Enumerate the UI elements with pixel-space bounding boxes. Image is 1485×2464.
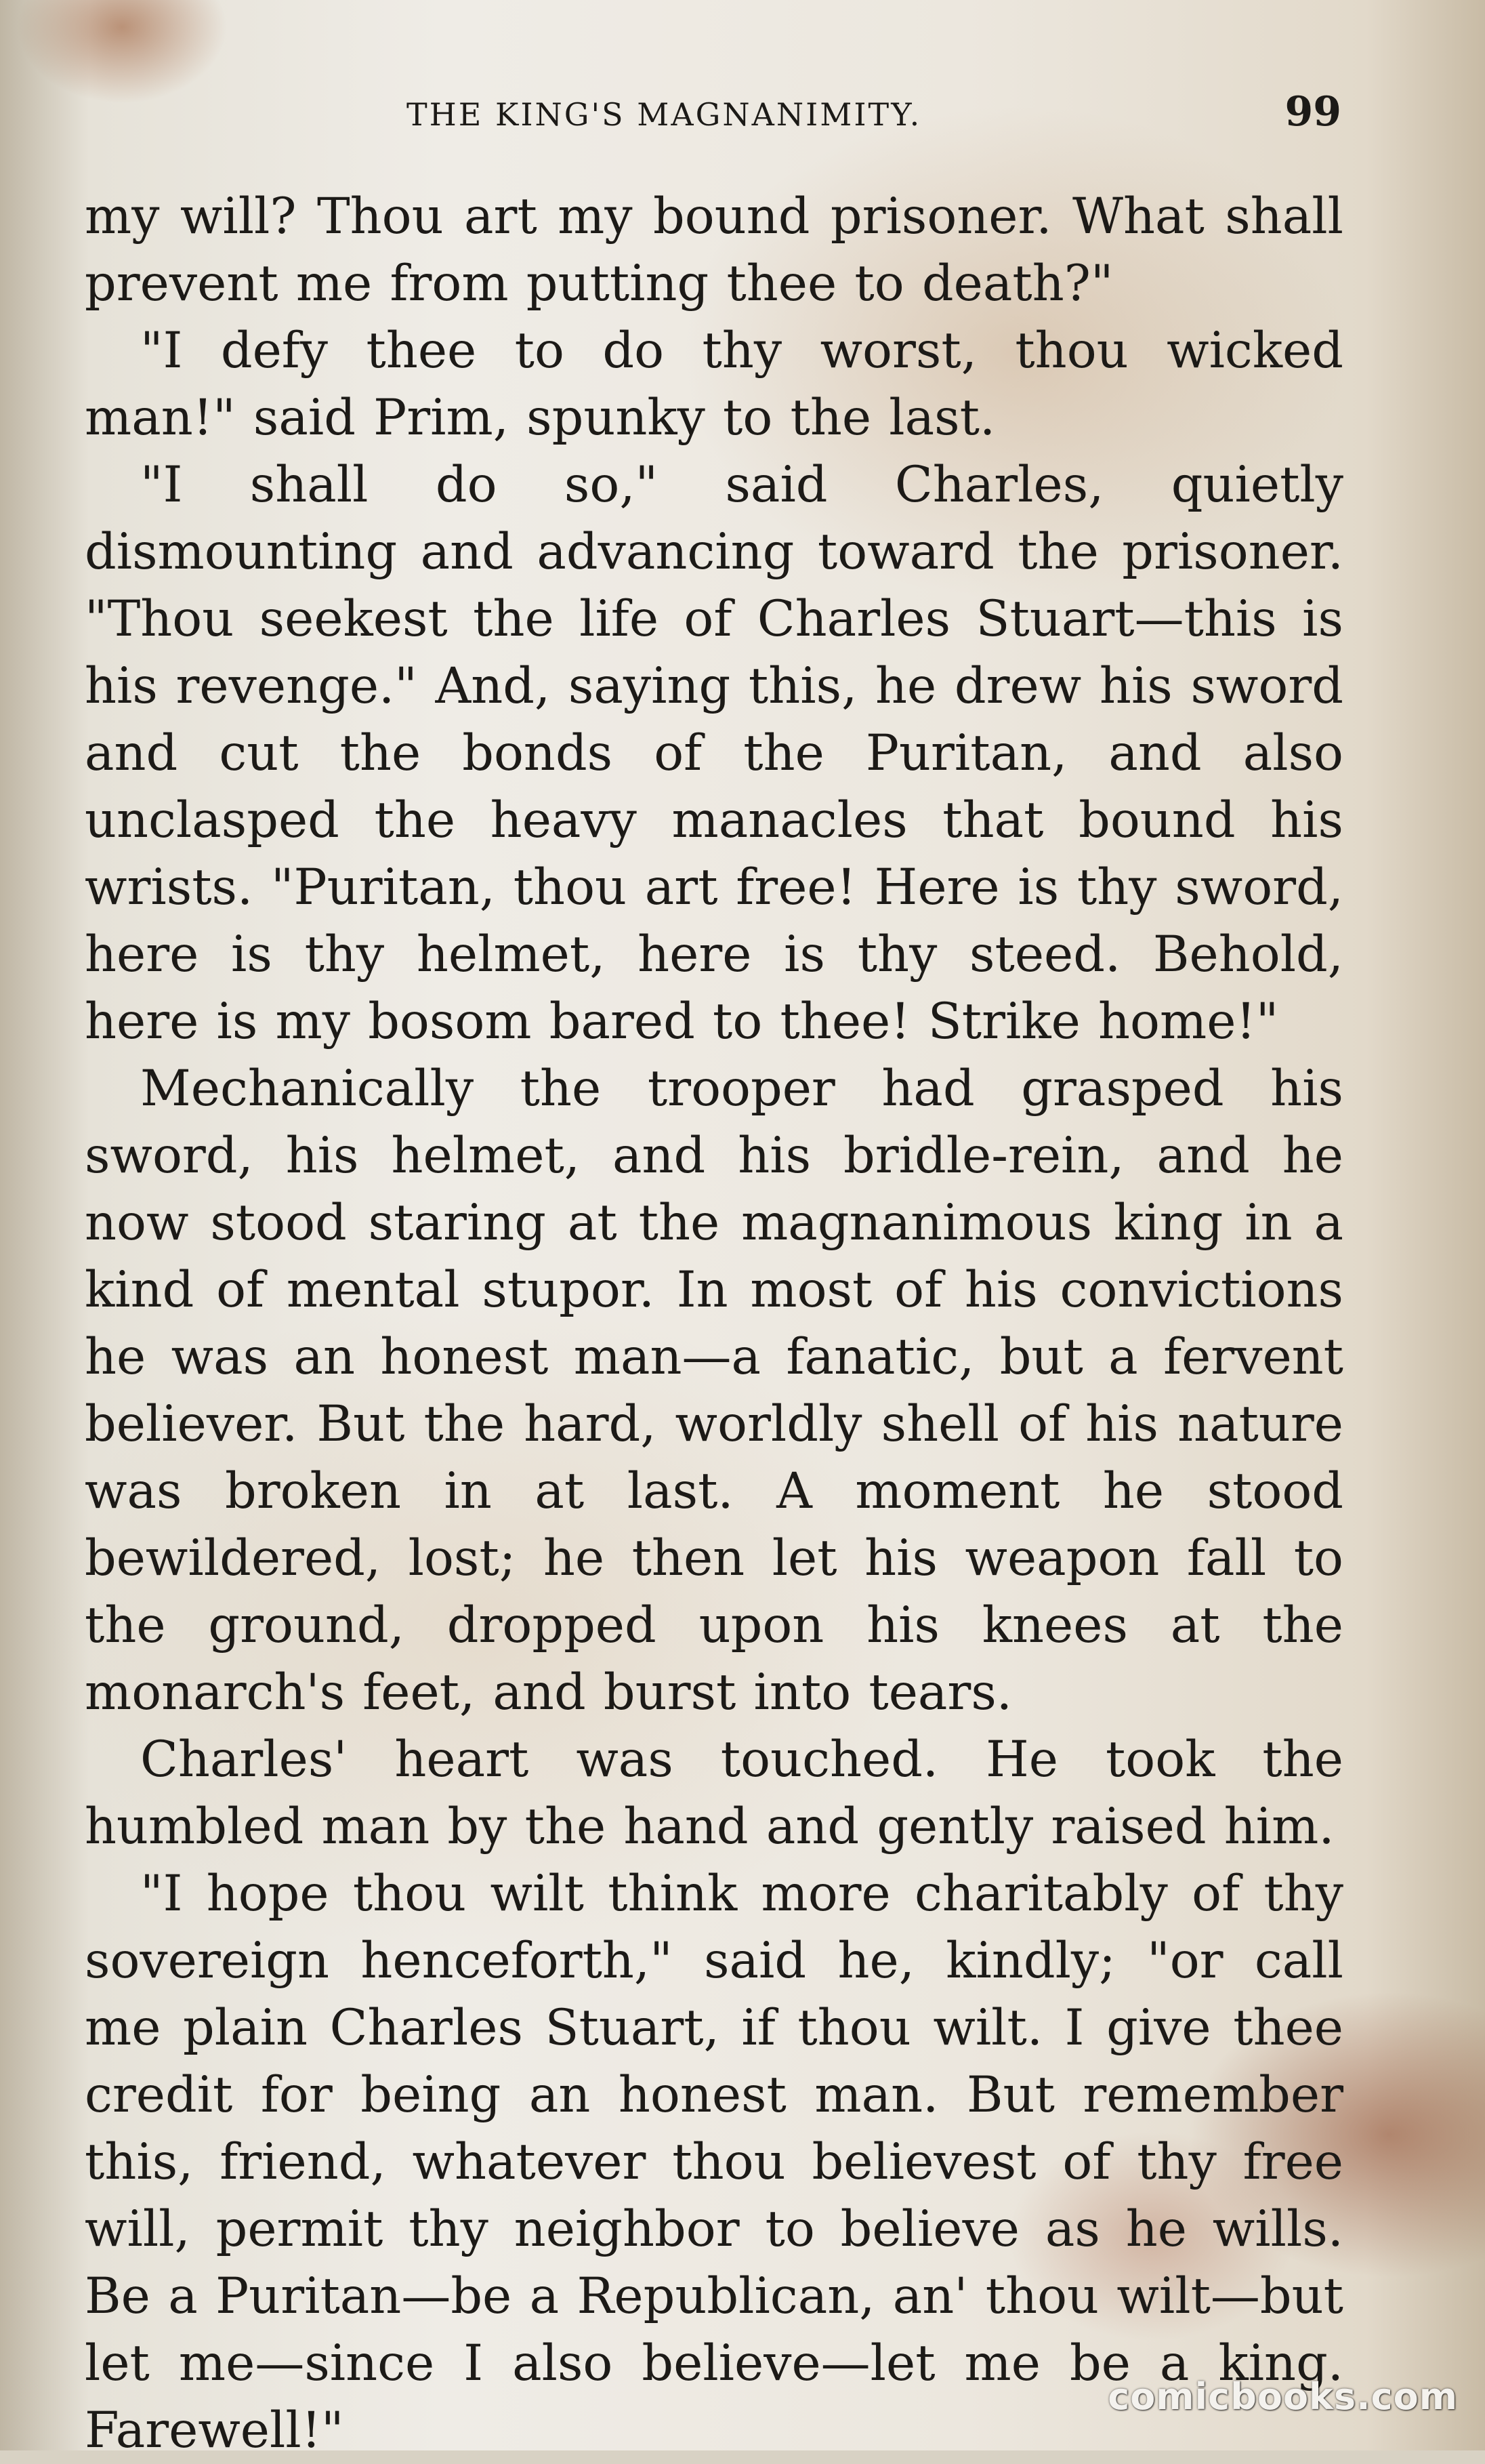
paragraph: "I shall do so," said Charles, quietly dismounting and advancing toward the prisoner. "Thou seekest the life of Charles Stuart—this is his revenge." And, saying this, he drew his sword and cut the bonds of the Puritan, and also unclasped the heavy manacles that bound his wrists. "Puritan, thou art free! Here is thy sword, here is thy helmet, here is thy steed. Behold, here is my bosom bared to thee! Strike home!" [85, 456, 1343, 1050]
watermark: comicbooks.com [1108, 2375, 1458, 2418]
paragraph: "I hope thou wilt think more charitably of thy sovereign henceforth," said he, kindly; "or call me plain Charles Stuart, if thou wilt. I give thee credit for being an honest man. But remember this, friend, whatever thou believest of thy free will, permit thy neighbor to believe as he wills. Be a Puritan—be a Republican, an' thou wilt—but let me—since I also believe—let me be a king. Farewell!" [85, 1865, 1343, 2459]
page-number: 99 [1284, 88, 1341, 136]
paragraph: Mechanically the trooper had grasped his sword, his helmet, and his bridle-rein, and he now stood staring at the magnanimous king in a kind of mental stupor. In most of his convictions he was an honest man—a fanatic, but a fervent believer. But the hard, worldly shell of his nature was broken in at last. A moment he stood bewildered, lost; he then let his weapon fall to the ground, dropped upon his knees at the monarch's feet, and burst into tears. [85, 1060, 1343, 1721]
page-header [88, 88, 1341, 142]
body-text [85, 183, 1343, 2464]
paragraph: "I defy thee to do thy worst, thou wicked man!" said Prim, spunky to the last. [85, 322, 1343, 447]
running-title: THE KING'S MAGNANIMITY. [406, 96, 922, 133]
paragraph: Charles' heart was touched. He took the humbled man by the hand and gently raised him. [85, 1731, 1343, 1855]
paragraph: my will? Thou art my bound prisoner. What shall prevent me from putting thee to death?" [85, 188, 1343, 312]
